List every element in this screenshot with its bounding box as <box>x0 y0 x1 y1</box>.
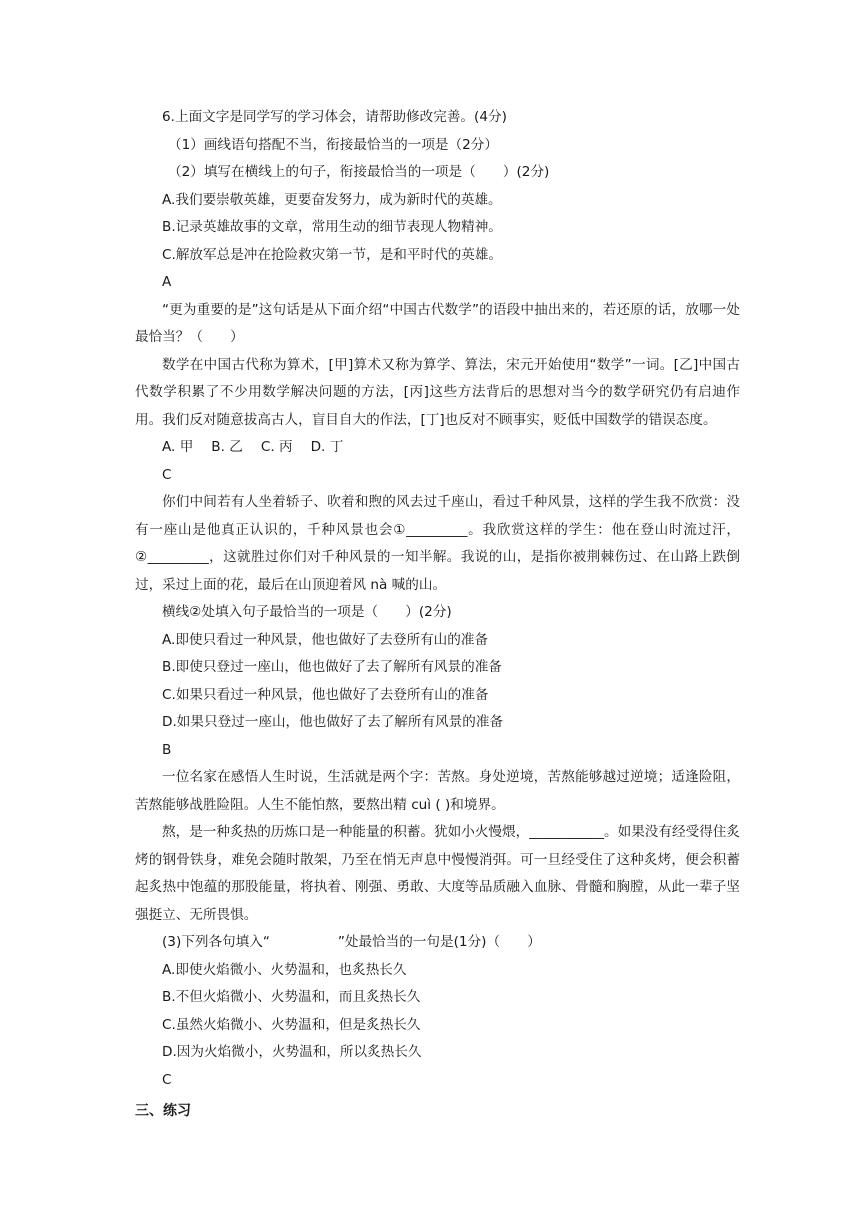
q9-stem: (3)下列各句填入“ ”处最恰当的一句是(1分)（ ） <box>162 934 541 950</box>
document-content <box>135 104 740 1126</box>
q6-sub1: （1）画线语句搭配不当，衔接最恰当的一项是（2分） <box>168 136 498 153</box>
q9-option-d: D.因为火焰微小，火势温和，所以炙热长久 <box>162 1044 422 1060</box>
q9-option-c: C.虽然火焰微小、火势温和，但是炙热长久 <box>162 1016 421 1033</box>
q6-stem: 6.上面文字是同学写的学习体会，请帮助修改完善。(4分) <box>162 109 507 125</box>
q6-answer: A <box>162 274 172 290</box>
q6-option-b: B.记录英雄故事的文章，常用生动的细节表现人物精神。 <box>162 219 502 235</box>
q8-option-a: A.即使只看过一种风景，他也做好了去登所有山的准备 <box>162 631 489 648</box>
q7-option-d: D. 丁 <box>310 439 344 455</box>
q7-answer: C <box>162 466 172 483</box>
q8-answer: B <box>162 741 172 758</box>
q8-option-b: B.即使只登过一座山，他也做好了去了解所有风景的准备 <box>162 659 502 675</box>
q7-options <box>162 434 740 462</box>
q9-option-a: A.即使火焰微小、火势温和，也炙热长久 <box>162 961 407 978</box>
q7-stem: “更为重要的是”这句话是从下面介绍“中国古代数学”的语段中抽出来的，若还原的话，放哪一处最恰当？（ ） <box>135 301 740 345</box>
q8-passage: 你们中间若有人坐着轿子、吹着和煦的风去过千座山，看过千种风景，这样的学生我不欣赏：没有一座山是他真正认识的，千种风景也会①_________。我欣赏这样的学生：他在登山时流过汗，②_________，这就胜过你们对千种风景的一知半解。我说的山，是指你被荆棘伤过、在山路上跌倒过，采过上面的花，最后在山顶迎着风 nà 喊的山。 <box>135 494 740 593</box>
q7-option-b: B. 乙 <box>211 439 243 455</box>
q9-answer: C <box>162 1071 172 1088</box>
q8-option-d: D.如果只登过一座山，他也做好了去了解所有风景的准备 <box>162 714 504 730</box>
q7-option-c: C. 丙 <box>260 439 293 455</box>
q6-option-a: A.我们要崇敬英雄，更要奋发努力，成为新时代的英雄。 <box>162 191 502 208</box>
q8-option-c: C.如果只看过一种风景，他也做好了去登所有山的准备 <box>162 686 489 703</box>
section-heading: 三、练习 <box>135 1103 191 1119</box>
q6-sub2: （2）填写在横线上的句子，衔接最恰当的一项是（ ）(2分) <box>168 164 550 180</box>
q9-passage1: 一位名家在感悟人生时说，生活就是两个字：苦熬。身处逆境，苦熬能够越过逆境；适逢险阻，苦熬能够战胜险阻。人生不能怕熬，要熬出精 cuì ( )和境界。 <box>135 769 740 813</box>
q6-option-c: C.解放军总是冲在抢险救灾第一节，是和平时代的英雄。 <box>162 246 503 263</box>
q8-stem: 横线②处填入句子最恰当的一项是（ ）(2分) <box>162 604 452 620</box>
q9-option-b: B.不但火焰微小、火势温和，而且炙热长久 <box>162 989 421 1005</box>
q7-passage: 数学在中国古代称为算术，[甲]算术又称为算学、算法，宋元开始使用“数学”一词。[乙]中国古代数学积累了不少用数学解决问题的方法，[丙]这些方法背后的思想对当今的数学研究仍有启迪作用。我们反对随意拔高古人，盲目自大的作法，[丁]也反对不顾事实，贬低中国数学的错误态度。 <box>135 356 740 428</box>
q7-option-a: A. 甲 <box>162 439 194 455</box>
q9-passage2: 熬，是一种炙热的历炼口是一种能量的积蓄。犹如小火慢煨，___________。如果没有经受得住炙烤的钢骨铁身，难免会随时散架，乃至在悄无声息中慢慢消弭。可一旦经受住了这种炙烤，便会积蓄起炙热中饱蕴的那股能量，将执着、刚强、勇敢、大度等品质融入血脉、骨髓和胸膛，从此一辈子坚强挺立、无所畏惧。 <box>135 824 740 923</box>
